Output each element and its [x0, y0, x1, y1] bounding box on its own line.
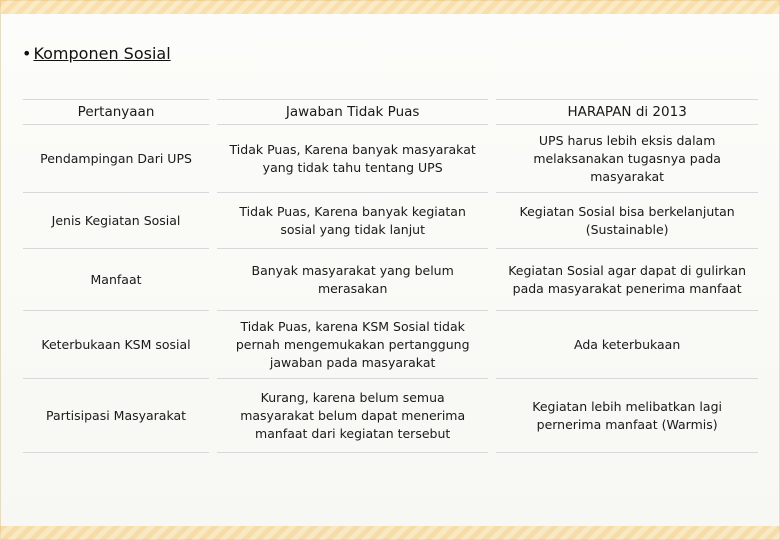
question-cell: Pendampingan Dari UPS — [23, 125, 209, 193]
decorative-bottom-stripe — [0, 526, 780, 540]
question-cell: Manfaat — [23, 249, 209, 311]
expectation-cell: Kegiatan lebih melibatkan lagi pernerima manfaat (Warmis) — [496, 379, 758, 453]
slide-heading — [22, 44, 171, 63]
answer-cell: Tidak Puas, Karena banyak masyarakat yang tidak tahu tentang UPS — [217, 125, 488, 193]
table-row — [23, 311, 758, 379]
answer-cell: Tidak Puas, Karena banyak kegiatan sosial yang tidak lanjut — [217, 193, 488, 249]
column-header: HARAPAN di 2013 — [496, 100, 758, 125]
table-row — [23, 379, 758, 453]
table-row — [23, 193, 758, 249]
expectation-cell: Kegiatan Sosial agar dapat di gulirkan pada masyarakat penerima manfaat — [496, 249, 758, 311]
expectation-cell: Ada keterbukaan — [496, 311, 758, 379]
bullet-icon: • — [22, 44, 32, 63]
question-cell: Keterbukaan KSM sosial — [23, 311, 209, 379]
expectation-cell: UPS harus lebih eksis dalam melaksanakan tugasnya pada masyarakat — [496, 125, 758, 193]
decorative-top-stripe — [0, 0, 780, 14]
survey-table — [23, 99, 758, 453]
column-header: Pertanyaan — [23, 100, 209, 125]
table-header-row — [23, 100, 758, 125]
answer-cell: Banyak masyarakat yang belum merasakan — [217, 249, 488, 311]
table-row — [23, 125, 758, 193]
question-cell: Jenis Kegiatan Sosial — [23, 193, 209, 249]
expectation-cell: Kegiatan Sosial bisa berkelanjutan (Sustainable) — [496, 193, 758, 249]
table-row — [23, 249, 758, 311]
column-header: Jawaban Tidak Puas — [217, 100, 488, 125]
heading-text: Komponen Sosial — [33, 44, 171, 63]
question-cell: Partisipasi Masyarakat — [23, 379, 209, 453]
answer-cell: Tidak Puas, karena KSM Sosial tidak pernah mengemukakan pertanggung jawaban pada masyarakat — [217, 311, 488, 379]
answer-cell: Kurang, karena belum semua masyarakat belum dapat menerima manfaat dari kegiatan tersebut — [217, 379, 488, 453]
